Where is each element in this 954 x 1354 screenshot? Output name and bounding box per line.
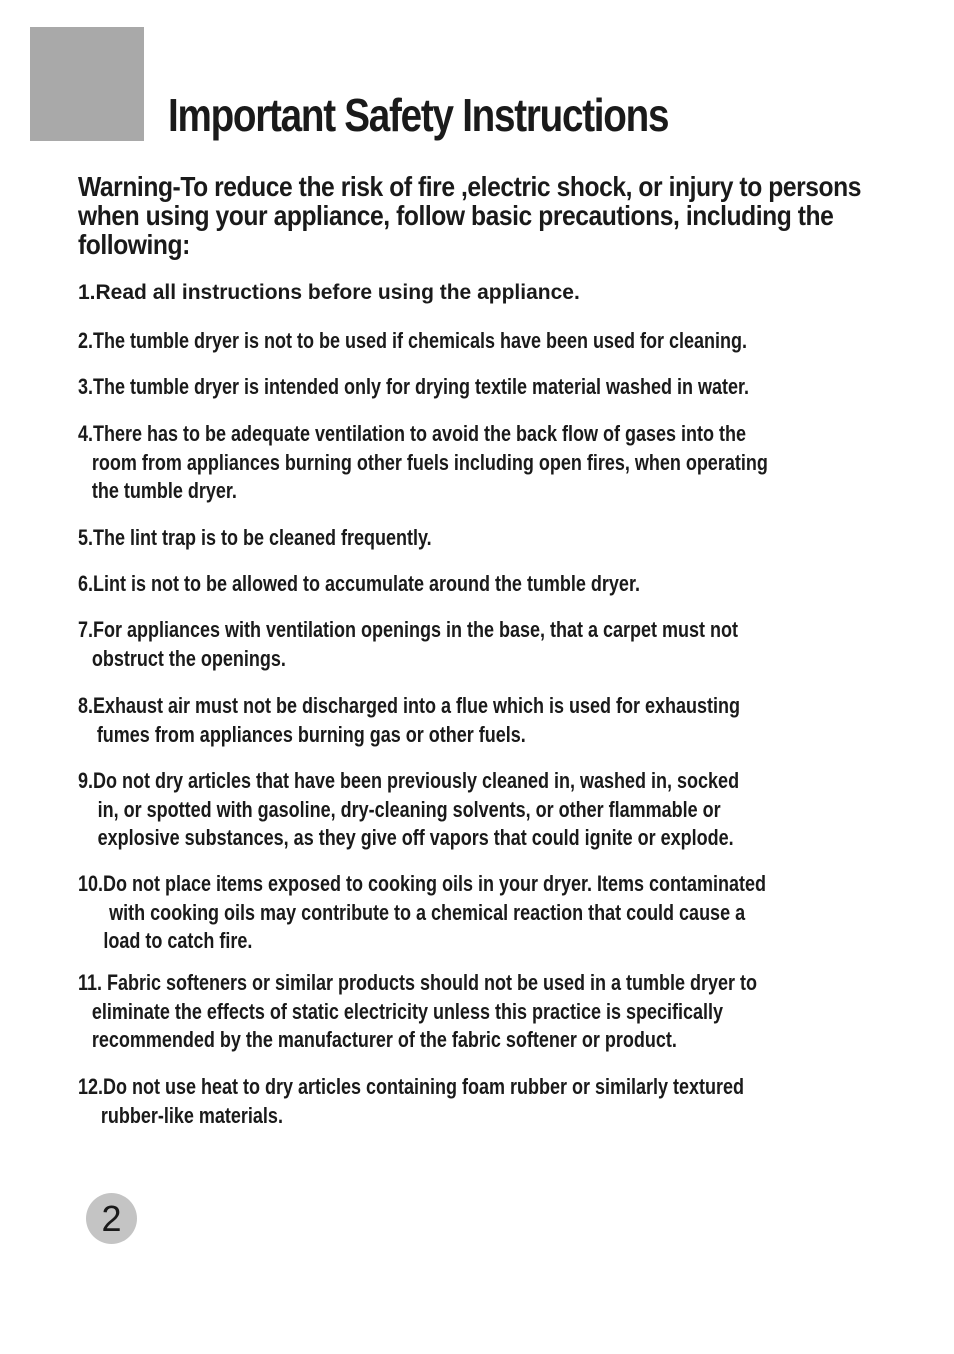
instruction-item-2 xyxy=(78,327,896,356)
instruction-line: room from appliances burning other fuels including open fires, when operating xyxy=(91,449,768,475)
instruction-line: the tumble dryer. xyxy=(91,478,237,503)
instruction-line: 1.Read all instructions before using the appliance. xyxy=(78,281,580,304)
instruction-line: 6.Lint is not to be allowed to accumulate around the tumble dryer. xyxy=(78,571,640,596)
instruction-line: rubber-like materials. xyxy=(100,1102,283,1128)
instruction-item-12 xyxy=(78,1073,896,1130)
instruction-line: 12.Do not use heat to dry articles containing foam rubber or similarly textured xyxy=(78,1074,745,1099)
instruction-item-4 xyxy=(78,420,896,506)
instruction-item-8 xyxy=(78,692,896,749)
instruction-line: recommended by the manufacturer of the fabric softener or product. xyxy=(91,1027,677,1052)
instruction-item-9 xyxy=(78,767,896,853)
instruction-line: 5.The lint trap is to be cleaned frequently. xyxy=(78,525,432,550)
instruction-line: 2.The tumble dryer is not to be used if chemicals have been used for cleaning. xyxy=(78,328,748,353)
instruction-line: obstruct the openings. xyxy=(91,645,286,671)
instruction-line: fumes from appliances burning gas or other fuels. xyxy=(96,721,526,747)
instruction-item-3 xyxy=(78,373,896,402)
instruction-line: 7.For appliances with ventilation openings in the base, that a carpet must not xyxy=(78,617,738,642)
instruction-item-7 xyxy=(78,616,896,673)
instruction-line: in, or spotted with gasoline, dry-cleaning solvents, or other flammable or xyxy=(97,796,721,822)
instruction-item-5 xyxy=(78,524,896,553)
instruction-item-6 xyxy=(78,570,896,599)
instruction-line: 9.Do not dry articles that have been previously cleaned in, washed in, socked xyxy=(78,768,740,793)
instruction-line: 10.Do not place items exposed to cooking oils in your dryer. Items contaminated xyxy=(78,871,767,896)
instruction-line: 4.There has to be adequate ventilation to avoid the back flow of gases into the xyxy=(78,421,746,446)
instruction-item-11 xyxy=(78,969,896,1055)
instruction-line: load to catch fire. xyxy=(103,928,253,953)
instruction-line: 11. Fabric softeners or similar products should not be used in a tumble dryer to xyxy=(78,970,757,995)
page-number-badge: 2 xyxy=(86,1193,137,1244)
instruction-line: eliminate the effects of static electricity unless this practice is specifically xyxy=(91,998,724,1024)
instruction-line: 3.The tumble dryer is intended only for drying textile material washed in water. xyxy=(78,374,750,399)
instruction-line: explosive substances, as they give off vapors that could ignite or explode. xyxy=(97,825,734,850)
page-title: Important Safety Instructions xyxy=(168,89,669,141)
instruction-item-1 xyxy=(78,281,580,305)
corner-decoration xyxy=(30,27,144,141)
instruction-line: 8.Exhaust air must not be discharged into a flue which is used for exhausting xyxy=(78,693,740,718)
instruction-line: with cooking oils may contribute to a chemical reaction that could cause a xyxy=(109,899,746,925)
instruction-item-10 xyxy=(78,870,896,956)
warning-paragraph: Warning-To reduce the risk of fire ,electric shock, or injury to persons when using your appliance, follow basic precautions, including the following: xyxy=(78,171,861,260)
